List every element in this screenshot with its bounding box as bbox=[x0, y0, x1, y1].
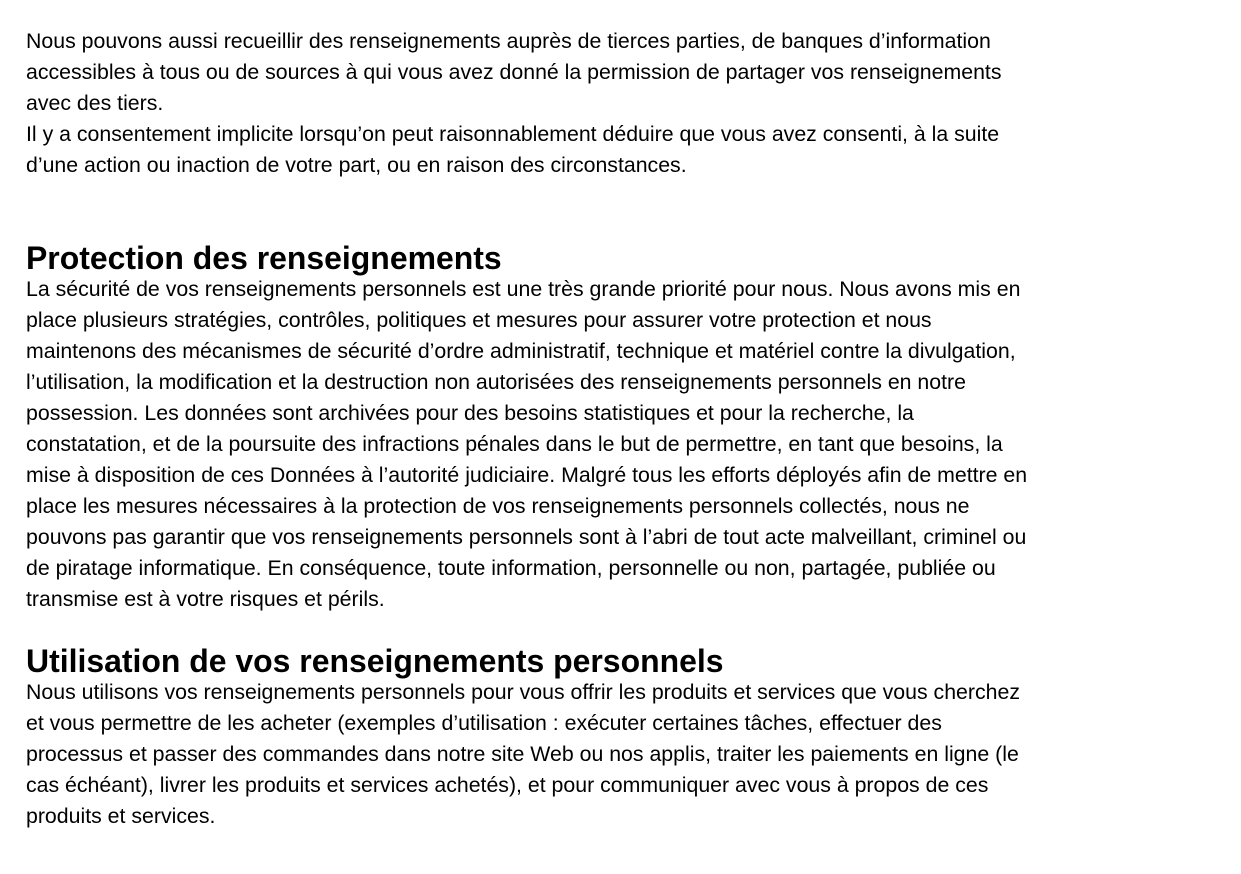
utilisation-body: Nous utilisons vos renseignements personnels pour vous offrir les produits et services que vous cherchez et vous permettre de les acheter (exemples d’utilisation : exécuter certaines tâches, effectuer des processus et passer des commandes dans notre site Web ou nos applis, traiter les paiements en ligne (le cas échéant), livrer les produits et services achetés), et pour communiquer avec vous à propos de ces produits et services. bbox=[26, 680, 1020, 828]
intro-paragraph-implicit-consent: Il y a consentement implicite lorsqu’on peut raisonnablement déduire que vous avez consenti, à la suite d’une action ou inaction de votre part, ou en raison des circonstances. bbox=[26, 122, 1000, 177]
section-spacer bbox=[26, 181, 1216, 243]
document-page bbox=[26, 26, 1216, 832]
protection-heading: Protection des renseignements bbox=[26, 240, 502, 276]
utilisation-section bbox=[26, 643, 1216, 832]
section-spacer bbox=[26, 615, 1216, 646]
protection-section bbox=[26, 240, 1216, 615]
utilisation-heading: Utilisation de vos renseignements personnels bbox=[26, 643, 724, 679]
protection-body: La sécurité de vos renseignements personnels est une très grande priorité pour nous. Nous avons mis en place plusieurs stratégies, contrôles, politiques et mesures pour assurer votre protection et nous maintenons des mécanismes de sécurité d’ordre administratif, technique et matériel contre la divulgation, l’utilisation, la modification et la destruction non autorisées des renseignements personnels en notre possession. Les données sont archivées pour des besoins statistiques et pour la recherche, la constatation, et de la poursuite des infractions pénales dans le but de permettre, en tant que besoins, la mise à disposition de ces Données à l’autorité judiciaire. Malgré tous les efforts déployés afin de mettre en place les mesures nécessaires à la protection de vos renseignements personnels collectés, nous ne pouvons pas garantir que vos renseignements personnels sont à l’abri de tout acte malveillant, criminel ou de piratage informatique. En conséquence, toute information, personnelle ou non, partagée, publiée ou transmise est à votre risques et périls. bbox=[26, 277, 1028, 611]
intro-paragraph-third-parties: Nous pouvons aussi recueillir des renseignements auprès de tierces parties, de banques d’information accessibles à tous ou de sources à qui vous avez donné la permission de partager vos renseignements avec des tiers. bbox=[26, 29, 1002, 115]
